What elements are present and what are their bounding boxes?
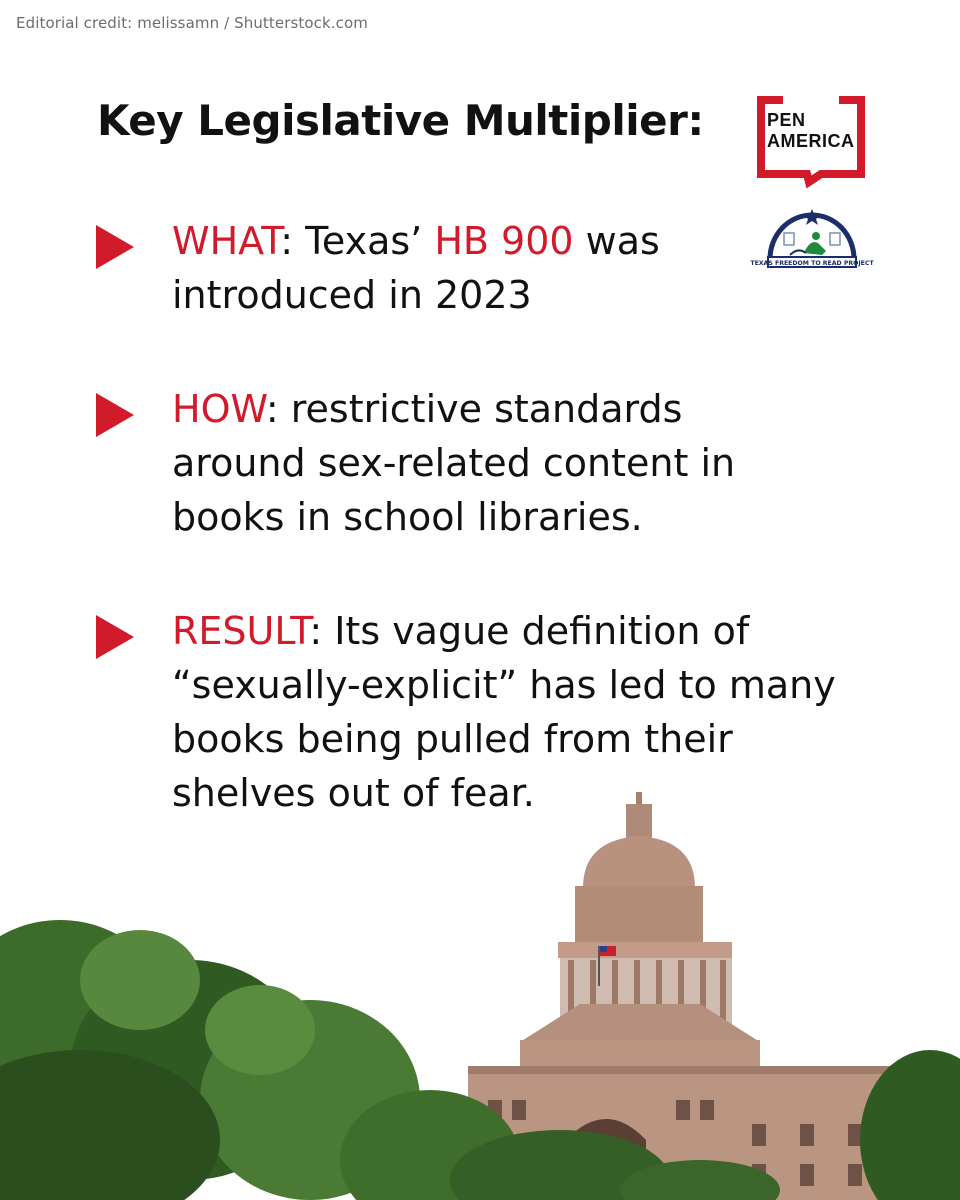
- bullet-result-text: RESULT: Its vague definition of “sexually-explicit” has led to many books being pulled from their shelves out of fear.: [172, 609, 836, 815]
- bullet-how-text: HOW: restrictive standards around sex-related content in books in school libraries.: [172, 387, 736, 539]
- keyword-how: HOW: [172, 387, 266, 431]
- arrow-right-icon: [96, 393, 134, 437]
- editorial-credit: Editorial credit: melissamn / Shutterstock.com: [16, 14, 369, 32]
- arrow-right-icon: [96, 225, 134, 269]
- bullet-what-text: WHAT: Texas’ HB 900 was introduced in 2023: [172, 219, 660, 317]
- page-title: Key Legislative Multiplier:: [97, 96, 704, 145]
- keyword-result: RESULT: [172, 609, 310, 653]
- arrow-right-icon: [96, 615, 134, 659]
- pen-america-logo: [757, 96, 865, 182]
- capitol-trees-photo: [0, 780, 960, 1200]
- pen-america-logo-text: PEN AMERICA: [767, 110, 855, 151]
- tfr-logo-text: TEXAS FREEDOM TO READ PROJECT: [750, 260, 874, 267]
- keyword-what: WHAT: [172, 219, 281, 263]
- hb900-highlight: HB 900: [434, 219, 574, 263]
